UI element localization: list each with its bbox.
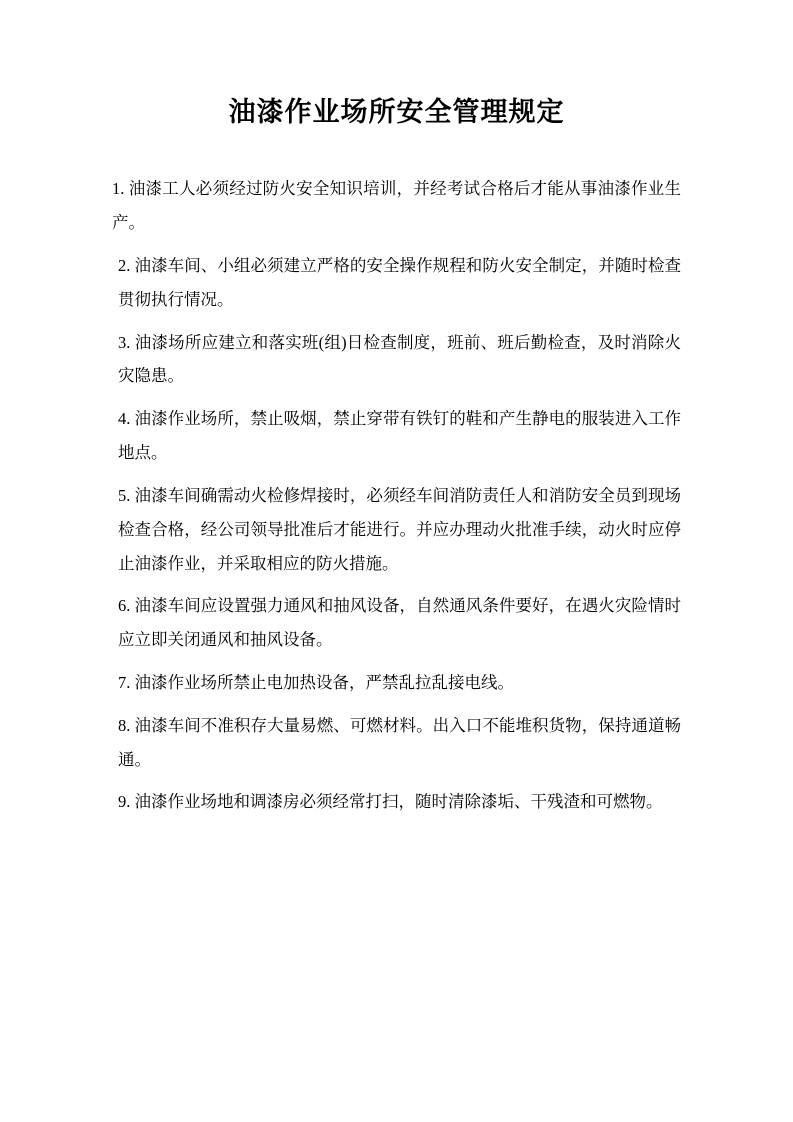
document-body [0,172,793,819]
page-title: 油漆作业场所安全管理规定 [228,97,565,127]
paragraph-9: 9. 油漆作业场地和调漆房必须经常打扫，随时清除漆垢、干残渣和可燃物。 [118,792,663,812]
paragraph-1: 1. 油漆工人必须经过防火安全知识培训，并经考试合格后才能从事油漆作业生产。 [112,179,681,233]
paragraph-7: 7. 油漆作业场所禁止电加热设备，严禁乱拉乱接电线。 [118,672,514,692]
paragraph-3: 3. 油漆场所应建立和落实班(组)日检查制度，班前、班后勤检查，及时消除火灾隐患。 [118,332,681,386]
paragraph-2: 2. 油漆车间、小组必须建立严格的安全操作规程和防火安全制定，并随时检查贯彻执行情况。 [118,256,681,309]
paragraph-5: 5. 油漆车间确需动火检修焊接时，必须经车间消防责任人和消防安全员到现场检查合格，经公司领导批准后才能进行。并应办理动火批准手续，动火时应停止油漆作业，并采取相应的防火措施。 [118,485,681,573]
paragraph-4: 4. 油漆作业场所，禁止吸烟，禁止穿带有铁钉的鞋和产生静电的服装进入工作地点。 [118,409,681,463]
paragraph-8: 8. 油漆车间不准积存大量易燃、可燃材料。出入口不能堆积货物，保持通道畅通。 [118,715,681,769]
paragraph-6: 6. 油漆车间应设置强力通风和抽风设备，自然通风条件要好，在遇火灾险情时应立即关闭通风和抽风设备。 [118,596,681,650]
